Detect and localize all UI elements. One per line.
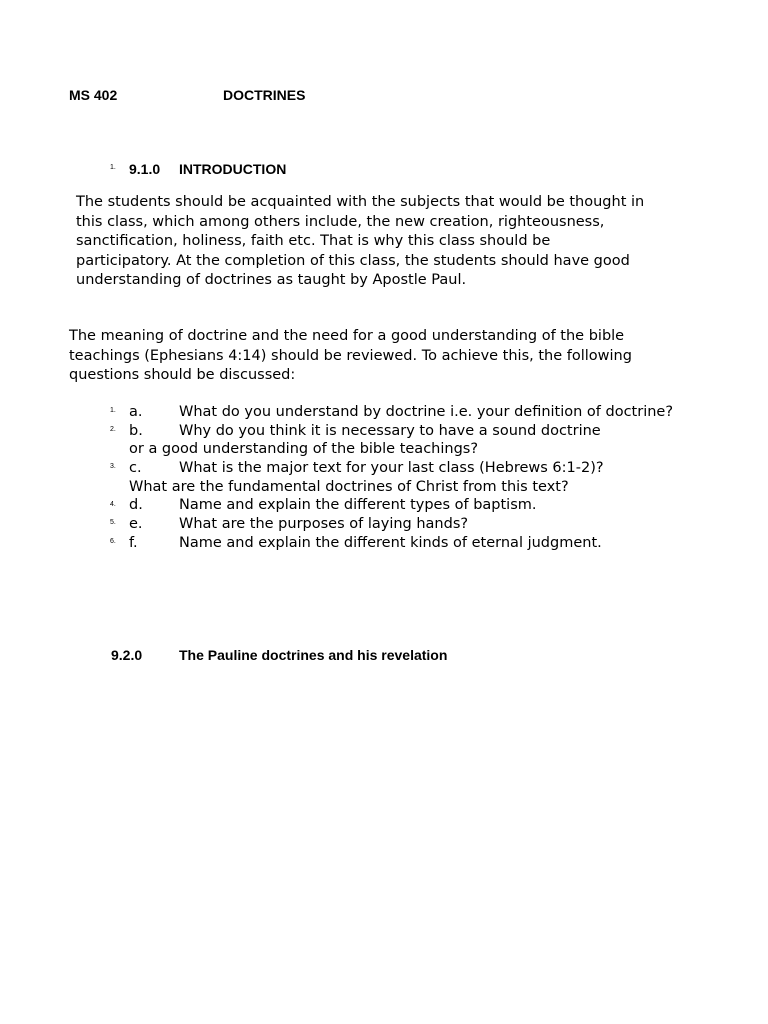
paragraph-line: sanctification, holiness, faith etc. That is why this class should be [76,233,551,250]
intro-paragraph [76,193,716,291]
list-marker: 6. [110,538,116,545]
paragraph-line: this class, which among others include, the new creation, righteousness, [76,213,605,230]
section-number: 9.2.0 [111,647,143,663]
question-letter: f. [129,535,138,551]
question-letter: a. [129,404,143,420]
meaning-paragraph [69,327,709,386]
paragraph-line: participatory. At the completion of this class, the students should have good [76,252,630,269]
course-code: MS 402 [69,87,118,103]
question-continuation: or a good understanding of the bible teachings? [129,441,479,457]
list-marker: 1. [110,164,116,171]
paragraph-line: The meaning of doctrine and the need for a good understanding of the bible [69,328,625,344]
question-text: Name and explain the different types of baptism. [179,497,537,513]
question-letter: b. [129,423,143,439]
question-text: Why do you think it is necessary to have a sound doctrine [179,423,601,439]
section-title: The Pauline doctrines and his revelation [179,647,448,663]
course-title: DOCTRINES [223,87,306,103]
paragraph-line: questions should be discussed: [69,367,296,384]
question-text: What are the purposes of laying hands? [179,516,469,532]
question-letter: e. [129,516,143,532]
list-marker: 3. [110,463,116,470]
question-continuation: What are the fundamental doctrines of Christ from this text? [129,479,569,495]
question-text: Name and explain the different kinds of eternal judgment. [179,535,602,551]
paragraph-line: understanding of doctrines as taught by Apostle Paul. [76,272,467,289]
section-title: INTRODUCTION [179,161,287,177]
question-letter: c. [129,460,142,476]
paragraph-line: The students should be acquainted with the subjects that would be thought in [76,194,645,210]
paragraph-line: teachings (Ephesians 4:14) should be reviewed. To achieve this, the following [69,347,632,364]
list-marker: 2. [110,426,116,433]
section-number: 9.1.0 [129,161,161,177]
question-text: What is the major text for your last class (Hebrews 6:1-2)? [179,460,604,476]
list-marker: 4. [110,501,116,508]
list-marker: 1. [110,407,116,414]
question-letter: d. [129,497,143,513]
list-marker: 5. [110,519,116,526]
question-text: What do you understand by doctrine i.e. your definition of doctrine? [179,404,674,420]
